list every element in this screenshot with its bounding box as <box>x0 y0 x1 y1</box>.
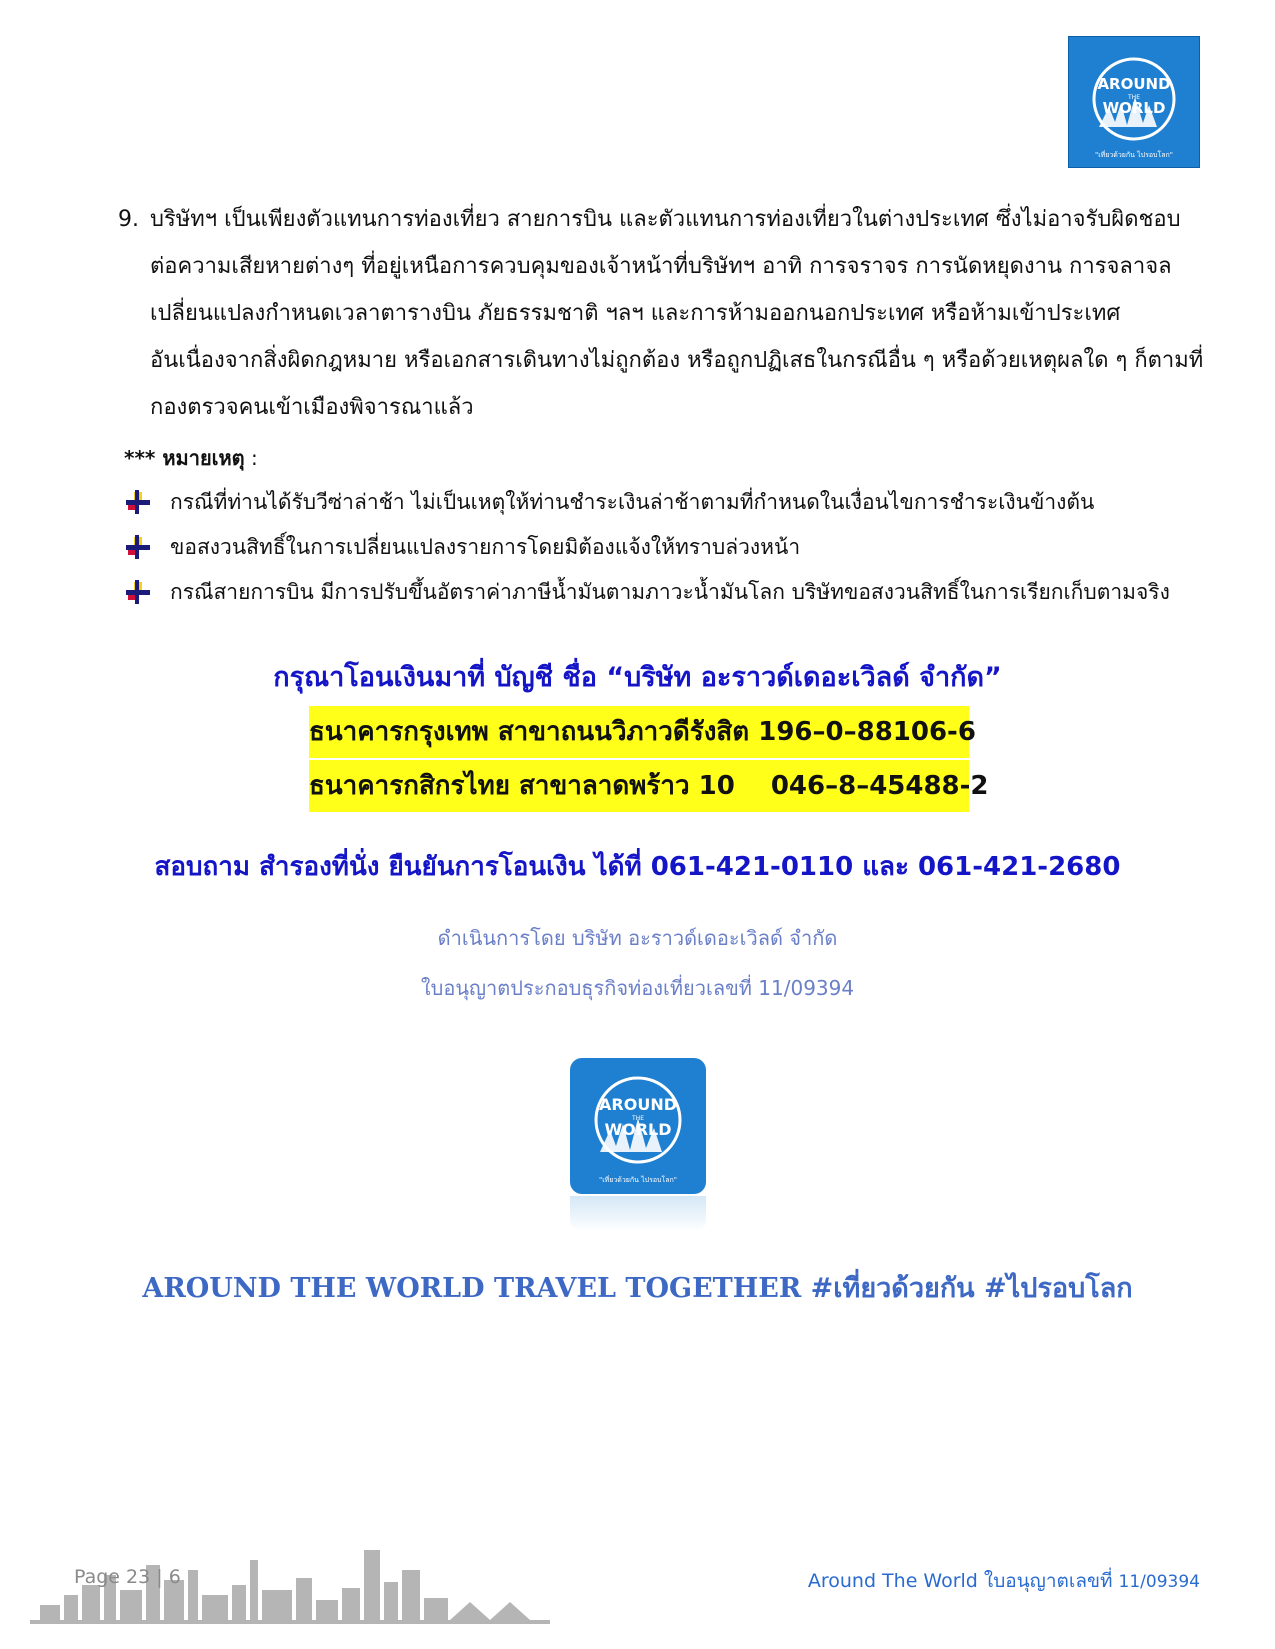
slogan: AROUND THE WORLD TRAVEL TOGETHER #เที่ยวด้วยกัน #ไปรอบโลก <box>142 1273 1133 1304</box>
list-item <box>124 570 1170 615</box>
svg-text:AROUND: AROUND <box>1097 75 1171 93</box>
bank-account-number: 046–8–45488-2 <box>770 771 989 801</box>
svg-text:"เที่ยวด้วยกัน ไปรอบโลก": "เที่ยวด้วยกัน ไปรอบโลก" <box>599 1176 677 1184</box>
item-line: บริษัทฯ เป็นเพียงตัวแทนการท่องเที่ยว สายการบิน และตัวแทนการท่องเที่ยวในต่างประเทศ ซึ่งไม่อาจรับผิดชอบ <box>150 207 1181 232</box>
bullet-icon <box>124 490 150 516</box>
footer-license <box>808 1566 1200 1596</box>
svg-text:WORLD: WORLD <box>1102 99 1166 117</box>
notes-colon: : <box>244 446 258 470</box>
note-text: กรณีสายการบิน มีการปรับขึ้นอัตราค่าภาษีน้ำมันตามภาวะน้ำมันโลก บริษัทขอสงวนสิทธิ์ในการเรียกเก็บตามจริง <box>170 580 1170 604</box>
notes-heading <box>124 442 258 474</box>
svg-text:AROUND: AROUND <box>599 1095 677 1114</box>
bank-account-bangkok: ธนาคารกรุงเทพ สาขาถนนวิภาวดีรังสิต 196–0–88106-6 <box>309 706 969 758</box>
footer-license-number: 11/09394 <box>1118 1572 1200 1592</box>
item-line: ต่อความเสียหายต่างๆ ที่อยู่เหนือการควบคุมของเจ้าหน้าที่บริษัทฯ อาทิ การจราจร การนัดหยุดงาน การจลาจล <box>150 254 1172 279</box>
bullet-icon <box>124 580 150 606</box>
item-line: กองตรวจคนเข้าเมืองพิจารณาแล้ว <box>150 395 474 420</box>
note-text: ขอสงวนสิทธิ์ในการเปลี่ยนแปลงรายการโดยมิต้องแจ้งให้ทราบล่วงหน้า <box>170 535 801 559</box>
svg-text:THE: THE <box>1128 94 1140 101</box>
footer-license-label: ใบอนุญาตเลขที่ <box>977 1570 1119 1592</box>
city-skyline-decoration <box>30 1540 550 1640</box>
operator-line: ดำเนินการโดย บริษัท อะราวด์เดอะเวิลด์ จำกัด <box>437 926 838 950</box>
item-line: อันเนื่องจากสิ่งผิดกฎหมาย หรือเอกสารเดินทางไม่ถูกต้อง หรือถูกปฏิเสธในกรณีอื่น ๆ หรือด้วยเหตุผลใด ๆ ก็ตามที่ <box>150 348 1204 373</box>
notes-title: *** หมายเหตุ <box>124 446 245 470</box>
company-logo-top <box>1068 36 1200 168</box>
page-number: Page 23 | 6 <box>74 1566 181 1588</box>
list-item <box>124 525 1170 570</box>
note-text: กรณีที่ท่านได้รับวีซ่าล่าช้า ไม่เป็นเหตุให้ท่านชำระเงินล่าช้าตามที่กำหนดในเงื่อนไขการชำระเงินข้างต้น <box>170 490 1095 514</box>
contact-line: สอบถาม สำรองที่นั่ง ยืนยันการโอนเงิน ได้ที่ 061-421-0110 และ 061-421-2680 <box>154 852 1121 882</box>
bullet-icon <box>124 535 150 561</box>
notes-list <box>124 480 1170 615</box>
terms-item-9 <box>118 196 1208 431</box>
svg-text:THE: THE <box>632 1115 644 1122</box>
item-number: 9. <box>118 207 139 232</box>
transfer-instruction: กรุณาโอนเงินมาที่ บัญชี ชื่อ “บริษัท อะราวด์เดอะเวิลด์ จำกัด” <box>273 662 1002 693</box>
bank-name: ธนาคารกสิกรไทย สาขาลาดพร้าว 10 <box>309 771 735 801</box>
license-line: ใบอนุญาตประกอบธุรกิจท่องเที่ยวเลขที่ 11/09394 <box>420 976 855 1000</box>
company-logo-center <box>570 1058 706 1194</box>
item-line: เปลี่ยนแปลงกำหนดเวลาตารางบิน ภัยธรรมชาติ ฯลฯ และการห้ามออกนอกประเทศ หรือห้ามเข้าประเทศ <box>150 301 1121 326</box>
footer-brand: Around The World <box>807 1570 978 1592</box>
svg-text:WORLD: WORLD <box>604 1120 672 1139</box>
bank-account-kasikorn <box>309 760 989 812</box>
svg-text:"เที่ยวด้วยกัน ไปรอบโลก": "เที่ยวด้วยกัน ไปรอบโลก" <box>1095 151 1173 159</box>
list-item <box>124 480 1170 525</box>
logo-reflection <box>570 1196 706 1232</box>
